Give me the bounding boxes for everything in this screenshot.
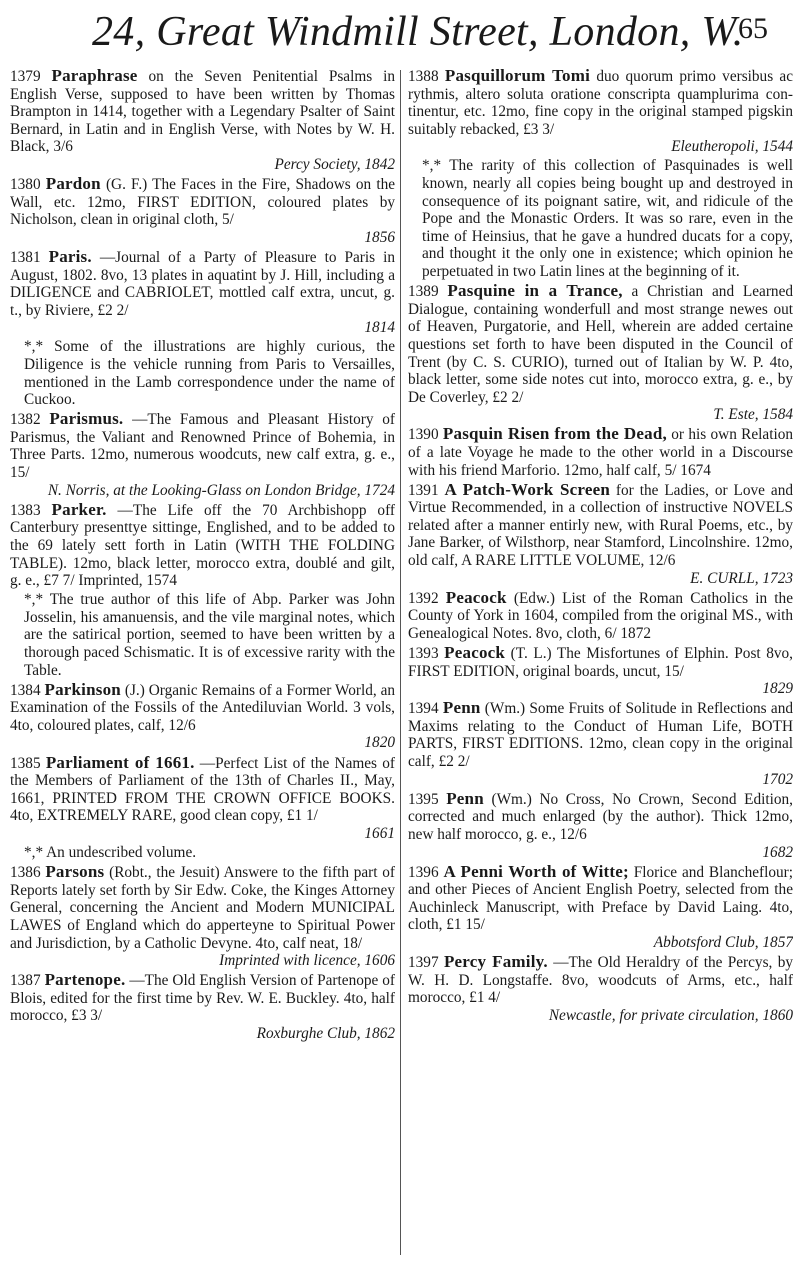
catalogue-entry — [408, 425, 793, 479]
entry-heading: Partenope. — [44, 970, 126, 990]
catalogue-entry — [10, 863, 395, 970]
catalogue-entry — [408, 589, 793, 643]
entry-description: (Wm.) No Cross, No Crown, Second Edition, corrected and much enlarged (by the author). Thick 12mo, new half morocco, g. e., 12/6 — [408, 790, 793, 843]
catalogue-entry — [10, 754, 395, 843]
catalogue-entry — [408, 481, 793, 588]
entry-heading: Penn — [446, 788, 484, 808]
entry-heading: A Patch-Work Screen — [444, 479, 610, 499]
lot-number: 1392 — [408, 589, 439, 607]
entry-description: Florice and Blancheflour; and other Pieces of Ancient English Poetry, selected from the Auchinleck Manuscript, with Preface by David Laing. 4to, cloth, £1 15/ — [408, 863, 793, 934]
right-column — [408, 67, 793, 1267]
catalogue-entry — [408, 953, 793, 1024]
entry-description: (T. L.) The Misfortunes of Elphin. Post 8vo, FIRST EDITION, original boards, uncut, 15/ — [408, 645, 793, 680]
entry-description: —Journal of a Party of Pleasure to Paris in August, 1802. 8vo, 13 plates in aquatint by J. Hill, including a DILIGENCE and CABRIOLET, mottled calf extra, uncut, g. t., by Riviere, £2 2/ — [10, 248, 395, 319]
entry-imprint: T. Este, 1584 — [713, 406, 793, 424]
lot-number: 1391 — [408, 481, 439, 499]
entry-imprint: Newcastle, for private circulation, 1860 — [548, 1006, 793, 1024]
entry-description: for the Ladies, or Love and Virtue Recommended, in a collection of instructive NOVELS related after a manner entirly new, with Rural Poems, etc., by Jane Barker, of Wilsthorp, near Stamford, Lincolnshire. 12mo, old calf, A RARE LITTLE VOLUME, 12/6 — [408, 481, 793, 570]
lot-number: 1387 — [10, 972, 41, 990]
entry-imprint: Imprinted with licence, 1606 — [219, 952, 395, 970]
entry-heading: Paris. — [48, 246, 92, 266]
lot-number: 1388 — [408, 68, 439, 85]
catalogue-entry — [408, 699, 793, 788]
entry-heading: Percy Family. — [443, 952, 548, 972]
entry-heading: Pasquillorum Tomi — [444, 67, 591, 85]
left-column — [10, 67, 395, 1267]
entry-description: or his own Relation of a late Voyage he made to the other world in a Discourse with his friend Marforio. 12mo, half calf, 5/ 1674 — [408, 426, 793, 479]
catalogue-entry — [10, 501, 395, 590]
entry-heading: Peacock — [444, 643, 506, 662]
entry-description: —The Old Heraldry of the Percys, by W. H. D. Longstaffe. 8vo, woodcuts of Arms, etc., half morocco, £1 4/ — [408, 954, 793, 1007]
lot-number: 1397 — [408, 954, 439, 972]
entry-imprint: Eleutheropoli, 1544 — [671, 138, 793, 156]
entry-heading: Peacock — [445, 587, 507, 607]
entry-imprint: Abbotsford Club, 1857 — [653, 934, 793, 951]
entry-imprint: Percy Society, 1842 — [274, 155, 395, 173]
catalogue-entry — [408, 790, 793, 861]
catalogue-entry — [10, 248, 395, 337]
entry-description: —The Famous and Pleasant History of Parismus, the Valiant and Renowned Prince of Bohemia, in Three Parts. 12mo, numerous woodcuts, new calf extra, g. e., 15/ — [10, 411, 395, 482]
column-divider — [400, 70, 401, 1255]
entry-description: (Edw.) List of the Roman Catholics in the County of York in 1604, compiled from the original MS., with Genealogical Notes. 8vo, cloth, 6/ 1872 — [408, 589, 793, 642]
lot-number: 1379 — [10, 68, 41, 85]
entry-description: —The Old English Version of Partenope of Blois, edited for the first time by Rev. W. E. Buckley. 4to, half morocco, £3 3/ — [10, 972, 395, 1025]
entry-heading: Parismus. — [49, 409, 124, 429]
entry-description: —The Life off the 70 Archbishopp off Canterbury presenttye sittinge, Englished, and to be added to the 69 lately sett forth in Latin (WITH THE FOLDING TABLE). 12mo, black letter, morocco extra, doublé and gilt, g. e., £7 7/ Imprinted, 1574 — [10, 501, 395, 590]
entry-imprint: Roxburghe Club, 1862 — [256, 1024, 395, 1042]
entry-heading: Pardon — [45, 174, 101, 194]
catalogue-entry — [408, 282, 793, 424]
lot-number: 1389 — [408, 283, 439, 301]
lot-number: 1390 — [408, 426, 439, 444]
lot-number: 1396 — [408, 863, 439, 881]
entry-imprint: 1829 — [762, 680, 793, 698]
entry-description: (Wm.) Some Fruits of Solitude in Reflections and Maxims relating to the Conduct of Human Life, BOTH PARTS, FIRST EDITIONS. 12mo, clean copy in the original calf, £2 2/ — [408, 700, 793, 771]
entry-description: (G. F.) The Faces in the Fire, Shadows on the Wall, etc. 12mo, FIRST EDITION, coloured plates by Nicholson, clean in original cloth, 5/ — [10, 176, 395, 229]
entry-heading: Penn — [442, 698, 481, 718]
entry-description: (Robt., the Jesuit) Answere to the fifth part of Reports lately set forth by Sir Edw. Coke, the Kinges Attorney General, concerning the Ancient and Modern MUNICIPAL LAWES of England which do apperteyne to Spiritual Power and Jurisdiction, by a Catholic Devyne. 4to, calf neat, 18/ — [10, 864, 395, 952]
entry-description: on the Seven Penitential Psalms in English Verse, supposed to have been written by Thomas Brampton in 1414, together with a Legendary Psalter of Saint Bernard, in Latin and in English Verse, with Notes by W. H. Black, 3/6 — [10, 68, 395, 156]
catalogue-entry — [10, 681, 395, 752]
entry-heading: Pasquine in a Trance, — [447, 281, 623, 301]
running-header — [0, 2, 800, 64]
catalogue-entry — [10, 971, 395, 1042]
entry-heading: Parliament of 1661. — [45, 752, 195, 772]
entry-description: —Perfect List of the Names of the Members of Parliament of the 13th of Charles II., May, 1661, PRINTED FROM THE CROWN OFFICE BOOKS. 4to, EXTREMELY RARE, good clean copy, £1 1/ — [10, 754, 395, 825]
entry-imprint: 1820 — [364, 734, 395, 752]
entry-heading: Parkinson — [44, 679, 121, 699]
lot-number: 1383 — [10, 501, 41, 519]
entry-note: *,* The rarity of this collection of Pasquinades is well known, nearly all copies being bought up and destroyed in consequence of its poignant satire, wit, and ridicule of the Pope and the Monastic Orders. It was so rare, even in the time of Heinsius, that he gave a hundred ducats for a copy, and thought it the only one in existence; which opinion he perpetuated in two Latin lines at the beginning of it. — [422, 157, 793, 281]
entry-imprint: 1682 — [762, 843, 793, 861]
lot-number: 1395 — [408, 790, 439, 808]
lot-number: 1384 — [10, 681, 41, 699]
page-number: 65 — [738, 12, 768, 45]
catalogue-entry — [10, 67, 395, 174]
entry-description: duo quorum primo versibus ac rythmis, altero soluta oratione conscripta quamplurima con-tinentur, etc. 12mo, fine copy in the original stamped pigskin suitably rebacked, £3 3/ — [408, 68, 793, 138]
entry-heading: Pasquin Risen from the Dead, — [442, 424, 667, 444]
entry-imprint: 1856 — [364, 228, 395, 246]
catalogue-entry — [408, 644, 793, 698]
entry-note: *,* The true author of this life of Abp. Parker was John Josselin, his amanuensis, and the vile marginal notes, which are the satirical portion, seemed to have been written by a thorough paced Schismatic. It is of excessive rarity with the Table. — [24, 591, 395, 679]
entry-imprint: 1702 — [762, 770, 793, 788]
lot-number: 1381 — [10, 248, 41, 266]
catalogue-entry — [10, 175, 395, 246]
entry-heading: A Penni Worth of Witte; — [443, 861, 629, 881]
entry-note: *,* An undescribed volume. — [24, 844, 197, 862]
entry-heading: Paraphrase — [51, 67, 138, 85]
entry-imprint: 1661 — [364, 824, 395, 842]
catalogue-entry — [10, 410, 395, 499]
lot-number: 1393 — [408, 645, 439, 662]
lot-number: 1380 — [10, 176, 41, 194]
lot-number: 1382 — [10, 411, 41, 429]
page-header-title: 24, Great Windmill Street, London, W. — [92, 9, 744, 55]
entry-imprint: 1814 — [364, 319, 395, 337]
entry-description: a Christian and Learned Dialogue, containing wonderfull and most strange newes out of Heaven, Purgatorie, and Hell, wherein are added certaine questions set forth to have been disputed in the Council of Trent (by C. S. CURIO), turned out of Italian by W. P. 4to, black letter, some side notes cut into, morocco extra, g. e., by De Coverley, £2 2/ — [408, 283, 793, 406]
entry-heading: Parsons — [45, 862, 105, 882]
entry-heading: Parker. — [51, 499, 107, 519]
lot-number: 1386 — [10, 864, 41, 882]
catalogue-entry — [408, 67, 793, 156]
entry-imprint: E. CURLL, 1723 — [690, 569, 793, 587]
lot-number: 1394 — [408, 700, 439, 718]
catalogue-entry — [408, 863, 793, 952]
lot-number: 1385 — [10, 754, 41, 772]
entry-imprint: N. Norris, at the Looking-Glass on London Bridge, 1724 — [47, 481, 395, 499]
entry-description: (J.) Organic Remains of a Former World, an Examination of the Fossils of the Antediluvian World. 3 vols, 4to, coloured plates, calf, 12/6 — [10, 681, 395, 734]
entry-note: *,* Some of the illustrations are highly curious, the Diligence is the vehicle running from Paris to Versailles, mentioned in the Lamb correspondence under the name of Cuckoo. — [24, 338, 395, 409]
